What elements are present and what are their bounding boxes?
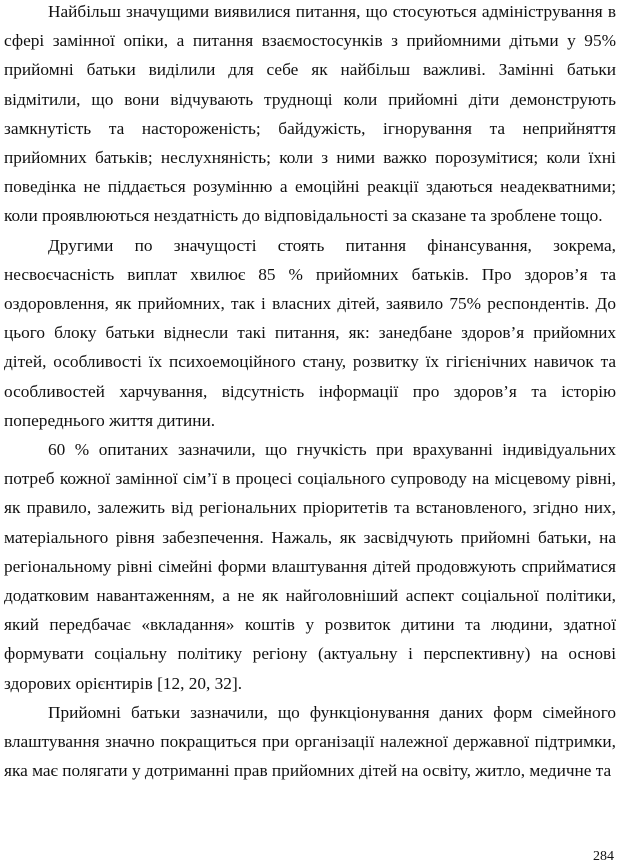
body-text: [4, 0, 616, 785]
paragraph-1: Найбільш значущими виявилися питання, що стосуються адміністрування в сфері замінної опіки, а питання взаємостосунків з прийомними дітьми у 95% прийомні батьки виділили для себе як найбільш важливі. Замінні батьки відмітили, що вони відчувають труднощі коли прийомні діти демонструють замкнутість та настороженість; байдужість, ігнорування та неприйняття прийомних батьків; неслухняність; коли з ними важко порозумітися; коли їхні поведінка не піддається розумінню а емоційні реакції здаються неадекватними; коли проявлюються нездатність до відповідальності за сказане та зроблене тощо.: [4, 2, 616, 226]
paragraph-3: 60 % опитаних зазначили, що гнучкість при врахуванні індивідуальних потреб кожної замінної сім’ї в процесі соціального супроводу на місцевому рівні, як правило, залежить від регіональних пріоритетів та встановленого, згідно них, матеріального рівня забезпечення. Нажаль, як засвідчують прийомні батьки, на регіональному рівні сімейні форми влаштування дітей продовжують сприйматися додатковим навантаженням, а не як найголовніший аспект соціальної політики, який передбачає «вкладання» коштів у розвиток дитини та людини, здатної формувати соціальну політику регіону (актуальну і перспективну) на основі здорових орієнтирів [12, 20, 32].: [4, 440, 616, 693]
paragraph-4: Прийомні батьки зазначили, що функціонування даних форм сімейного влаштування значно покращиться при організації належної державної підтримки, яка має полягати у дотриманні прав прийомних дітей на освіту, житло, медичне та: [4, 702, 616, 781]
paragraph-2: Другими по значущості стоять питання фінансування, зокрема, несвоєчасність виплат хвилює 85 % прийомних батьків. Про здоров’я та оздоровлення, як прийомних, так і власних дітей, заявило 75% респондентів. До цього блоку батьки віднесли такі питання, як: занедбане здоров’я прийомних дітей, особливості їх психоемоційного стану, розвитку їх гігієнічних навичок та особливостей харчування, відсутність інформації про здоров’я та історію попереднього життя дитини.: [4, 235, 616, 430]
page-number: 284: [593, 849, 614, 864]
